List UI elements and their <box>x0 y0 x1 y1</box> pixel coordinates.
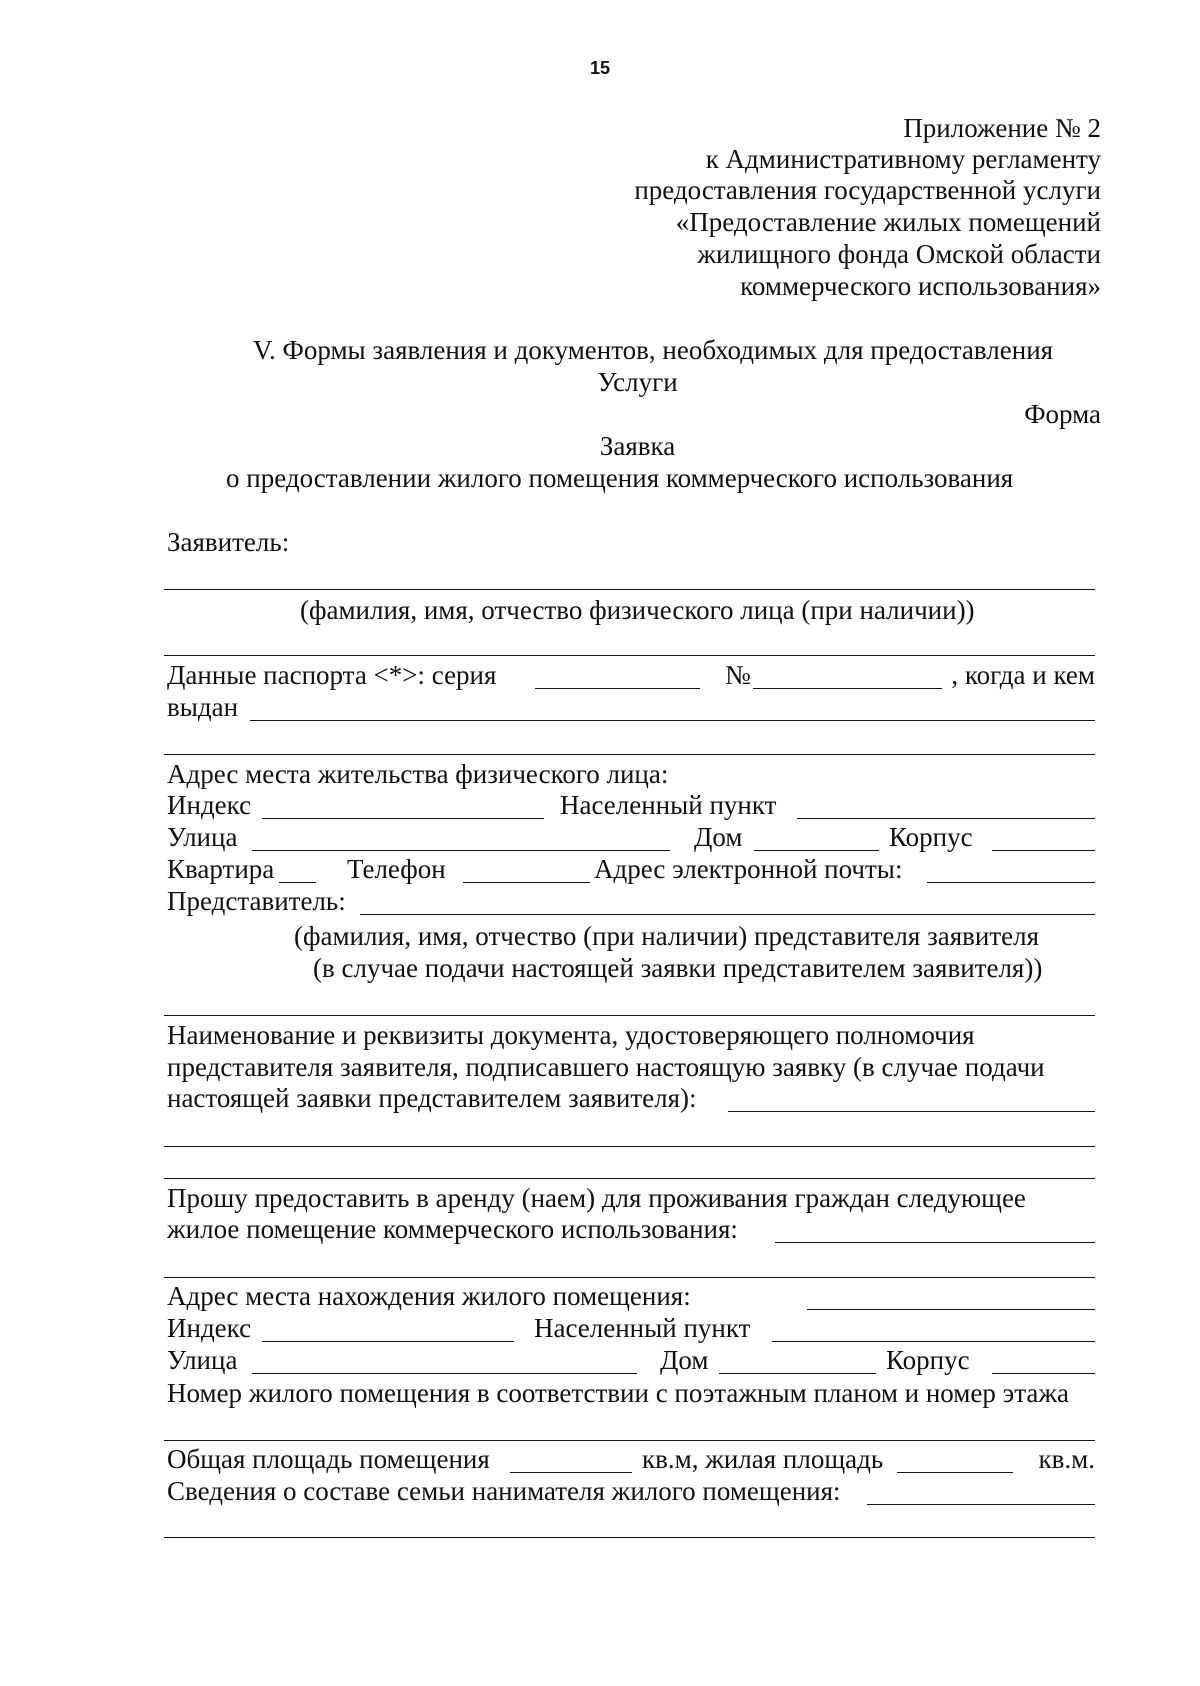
applicant-label: Заявитель: <box>167 527 290 557</box>
premises-locality-label: Населенный пункт <box>534 1313 751 1343</box>
authority-doc-extra-field-1[interactable] <box>164 1146 1095 1147</box>
applicant-name-hint: (фамилия, имя, отчество физического лица (при наличии)) <box>300 595 975 625</box>
section-title-cont: Услуги <box>597 367 678 397</box>
street-label: Улица <box>167 822 238 852</box>
premises-street-label: Улица <box>167 1345 238 1375</box>
premises-house-field[interactable] <box>719 1373 876 1374</box>
address-row-2 <box>167 822 1095 854</box>
apartment-field[interactable] <box>279 882 316 883</box>
phone-label: Телефон <box>347 854 446 884</box>
premises-title: Адрес места нахождения жилого помещения: <box>167 1281 691 1311</box>
representative-hint-2: (в случае подачи настоящей заявки представителем заявителя)) <box>313 953 1043 983</box>
apartment-label: Квартира <box>167 854 275 884</box>
premises-building-field[interactable] <box>992 1373 1095 1374</box>
email-field[interactable] <box>927 882 1095 883</box>
building-label: Корпус <box>889 822 973 852</box>
sqm-label: кв.м. <box>1038 1444 1095 1474</box>
locality-label: Населенный пункт <box>560 790 777 820</box>
passport-series-field[interactable] <box>535 688 700 689</box>
applicant-extra-field[interactable] <box>164 655 1095 656</box>
total-area-label: Общая площадь помещения <box>167 1444 490 1474</box>
request-line-2: жилое помещение коммерческого использования: <box>167 1214 738 1244</box>
issued-by-field[interactable] <box>250 720 1095 721</box>
issued-row <box>167 692 1095 724</box>
doc-title: Заявка <box>599 431 676 461</box>
issued-label: выдан <box>167 692 239 722</box>
premises-building-label: Корпус <box>886 1345 970 1375</box>
issued-by-extra-field[interactable] <box>164 754 1095 755</box>
family-extra-field[interactable] <box>164 1537 1095 1538</box>
appendix-line: «Предоставление жилых помещений <box>675 207 1101 237</box>
family-row <box>167 1476 1095 1508</box>
section-title: V. Формы заявления и документов, необходимых для предоставления <box>253 335 1054 365</box>
sqm-living-label: кв.м, жилая площадь <box>642 1444 884 1474</box>
appendix-line: Приложение № 2 <box>903 113 1101 143</box>
premises-index-field[interactable] <box>262 1341 514 1342</box>
premises-title-row <box>167 1281 1095 1313</box>
street-field[interactable] <box>252 850 670 851</box>
living-area-field[interactable] <box>897 1472 1013 1473</box>
appendix-line: коммерческого использования» <box>740 271 1101 301</box>
request-field[interactable] <box>775 1242 1095 1243</box>
passport-row <box>167 660 1095 692</box>
request-extra-field[interactable] <box>164 1277 1095 1278</box>
family-field[interactable] <box>867 1504 1095 1505</box>
locality-field[interactable] <box>797 818 1095 819</box>
address-row-1 <box>167 790 1095 822</box>
page-number: 15 <box>589 58 611 78</box>
representative-extra-field[interactable] <box>164 1015 1095 1016</box>
email-label: Адрес электронной почты: <box>594 854 903 884</box>
authority-doc-line-3: настоящей заявки представителем заявителя): <box>167 1083 697 1113</box>
premises-row-2 <box>167 1345 1095 1377</box>
representative-label: Представитель: <box>167 886 346 916</box>
appendix-line: жилищного фонда Омской области <box>697 239 1101 269</box>
request-row <box>167 1214 1095 1246</box>
building-field[interactable] <box>992 850 1095 851</box>
authority-doc-row <box>167 1083 1095 1115</box>
form-label: Форма <box>1024 399 1101 429</box>
authority-doc-line-1: Наименование и реквизиты документа, удостоверяющего полномочия <box>167 1020 975 1050</box>
appendix-line: к Административному регламенту <box>705 144 1101 174</box>
authority-doc-extra-field-2[interactable] <box>164 1178 1095 1179</box>
premises-street-field[interactable] <box>252 1373 637 1374</box>
premises-house-label: Дом <box>660 1345 709 1375</box>
applicant-name-field[interactable] <box>164 589 1095 590</box>
representative-hint-1: (фамилия, имя, отчество (при наличии) представителя заявителя <box>294 921 1040 951</box>
premises-number-floor: Номер жилого помещения в соответствии с поэтажным планом и номер этажа <box>167 1378 1069 1408</box>
premises-index-label: Индекс <box>167 1313 252 1343</box>
appendix-line: предоставления государственной услуги <box>634 175 1101 205</box>
premises-row-1 <box>167 1313 1095 1345</box>
passport-label: Данные паспорта <*>: серия <box>167 660 497 690</box>
phone-field[interactable] <box>463 882 590 883</box>
address-row-3 <box>167 854 1095 886</box>
address-title: Адрес места жительства физического лица: <box>167 759 669 789</box>
passport-issued-label: , когда и кем <box>951 660 1095 690</box>
authority-doc-line-2: представителя заявителя, подписавшего настоящую заявку (в случае подачи <box>167 1052 1045 1082</box>
premises-address-field[interactable] <box>807 1309 1095 1310</box>
premises-locality-field[interactable] <box>772 1341 1095 1342</box>
premises-number-floor-field[interactable] <box>164 1440 1095 1441</box>
passport-number-label: № <box>725 660 751 690</box>
index-field[interactable] <box>262 818 544 819</box>
authority-doc-field[interactable] <box>728 1111 1095 1112</box>
passport-number-field[interactable] <box>753 688 942 689</box>
family-label: Сведения о составе семьи нанимателя жилого помещения: <box>167 1476 841 1506</box>
area-row <box>167 1444 1095 1476</box>
request-line-1: Прошу предоставить в аренду (наем) для проживания граждан следующее <box>167 1183 1026 1213</box>
house-label: Дом <box>694 822 743 852</box>
representative-field[interactable] <box>360 914 1095 915</box>
representative-row <box>167 886 1095 918</box>
index-label: Индекс <box>167 790 252 820</box>
doc-subtitle: о предоставлении жилого помещения коммерческого использования <box>226 463 1014 493</box>
house-field[interactable] <box>754 850 879 851</box>
total-area-field[interactable] <box>510 1472 632 1473</box>
